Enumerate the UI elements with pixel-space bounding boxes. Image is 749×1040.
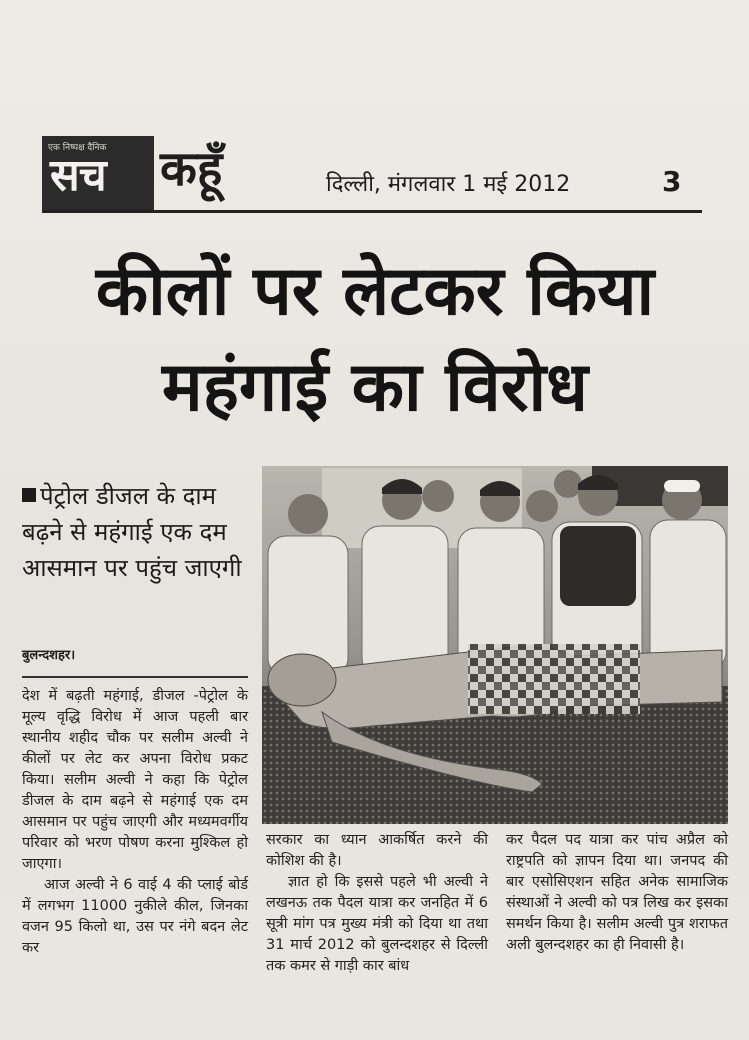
headline-line2: महंगाई का विरोध bbox=[162, 348, 588, 427]
masthead-divider bbox=[42, 210, 702, 213]
dateline: बुलन्दशहर। bbox=[22, 648, 76, 663]
column1-paragraph-2: आज अल्वी ने 6 वाई 4 की प्लाई बोर्ड में लगभग 11000 नुकीले कील, जिनका वजन 95 किलो था, उस पर नंगे बदन लेट कर bbox=[22, 877, 248, 956]
article-column-2 bbox=[266, 830, 488, 977]
dateline-divider bbox=[22, 676, 248, 678]
protest-photo-illustration bbox=[262, 466, 728, 824]
headline bbox=[20, 244, 730, 436]
bullet-square-icon bbox=[22, 488, 36, 502]
article-column-3 bbox=[506, 830, 728, 956]
column2-paragraph-2: ज्ञात हो कि इससे पहले भी अल्वी ने लखनऊ तक पैदल यात्रा कर जनहित में 6 सूत्री मांग पत्र मुख्य मंत्री को दिया था तथा 31 मार्च 2012 को बुलन्दशहर से दिल्ली तक कमर से गाड़ी कार बांध bbox=[266, 874, 488, 974]
column2-paragraph-1: सरकार का ध्यान आकर्षित करने की कोशिश की है। bbox=[266, 832, 488, 869]
news-photo bbox=[262, 466, 728, 824]
column1-paragraph-1: देश में बढ़ती महंगाई, डीजल -पेट्रोल के मूल्य वृद्धि विरोध में आज पहली बार स्थानीय शहीद चौक पर सलीम अल्वी ने कीलों पर लेट कर अपना विरोध प्रकट किया। सलीम अल्वी ने कहा कि पेट्रोल डीजल के दाम बढ़ने से महंगाई एक दम आसमान पर पहुंच जाएगी और मध्यमवर्गीय परिवार को भरण पोषण करना मुश्किल हो जाएगा। bbox=[22, 688, 248, 872]
subheading bbox=[22, 478, 252, 586]
headline-line1: कीलों पर लेटकर किया bbox=[95, 252, 655, 331]
masthead-name-part1: सच bbox=[50, 150, 106, 201]
masthead-name-part2: कहूँ bbox=[160, 141, 223, 197]
article-column-1 bbox=[22, 686, 248, 959]
column3-paragraph-1: कर पैदल पद यात्रा कर पांच अप्रैल को राष्ट्रपति को ज्ञापन दिया था। जनपद की बार एसोसिएशन सहित अनेक सामाजिक संस्थाओं ने अल्वी को पत्र लिख कर इसका समर्थन किया है। सलीम अल्वी पुत्र शराफत अली बुलन्दशहर का ही निवासी है। bbox=[506, 832, 728, 953]
masthead-logo-box bbox=[42, 136, 154, 212]
masthead-tagline: एक निष्पक्ष दैनिक bbox=[48, 143, 107, 153]
page-number: 3 bbox=[662, 165, 682, 198]
subheading-text: पेट्रोल डीजल के दाम बढ़ने से महंगाई एक दम आसमान पर पहुंच जाएगी bbox=[22, 482, 242, 582]
masthead-city-date: दिल्ली, मंगलवार 1 मई 2012 bbox=[326, 172, 571, 197]
